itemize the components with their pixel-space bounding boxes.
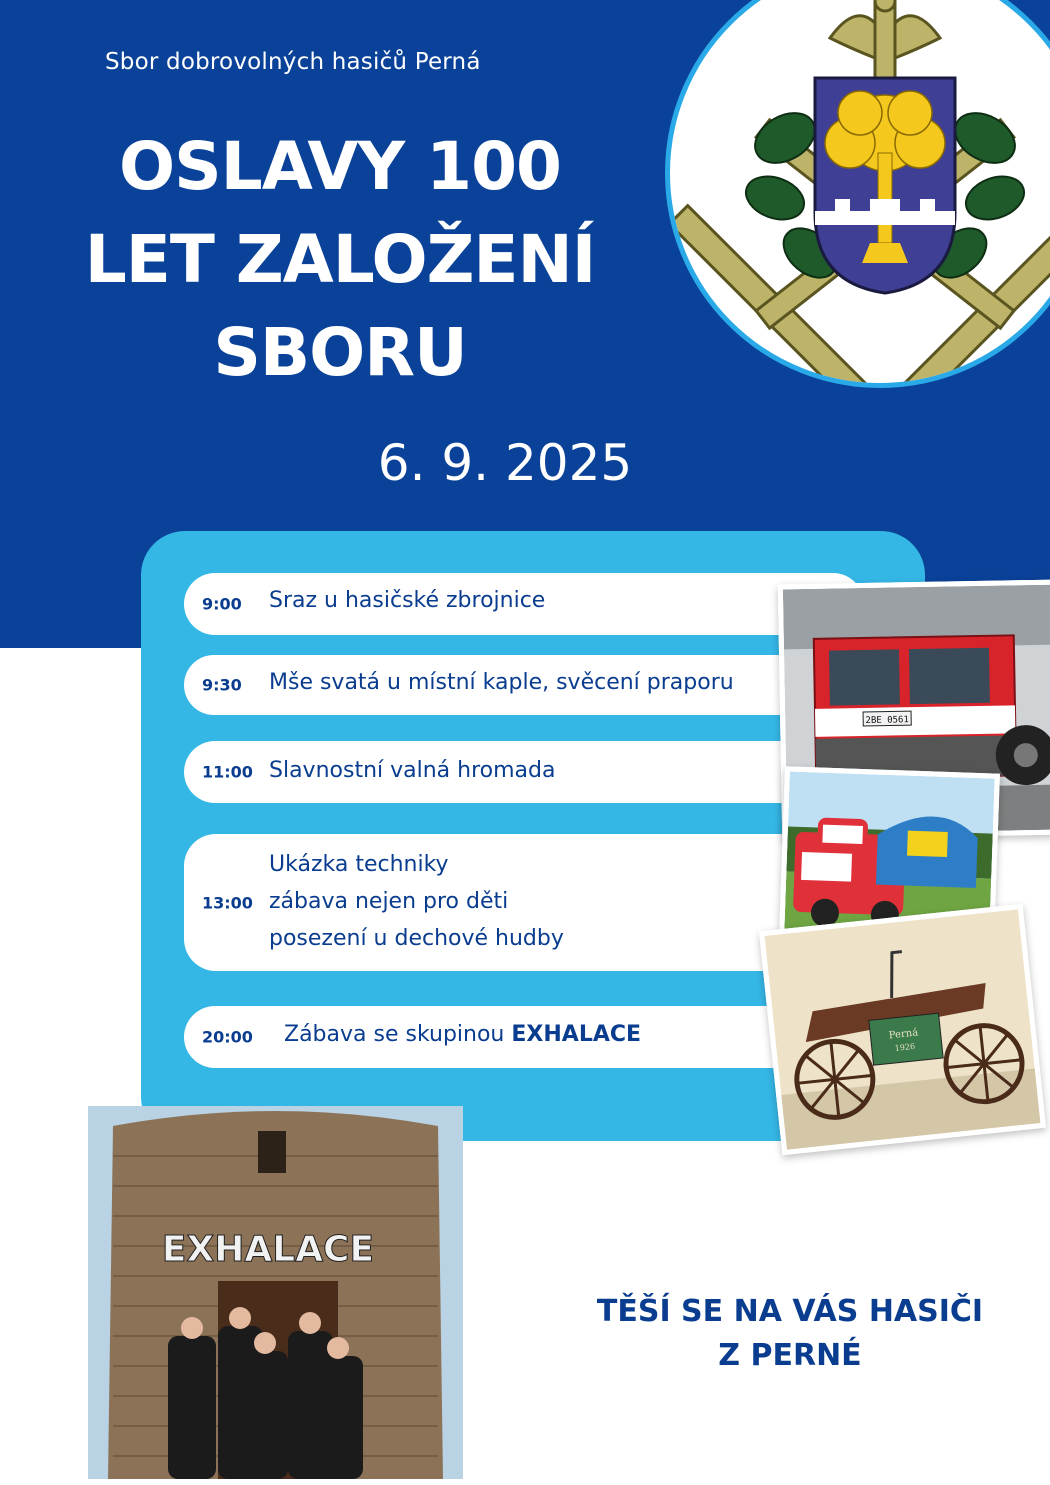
truck-plate: 2BE 0561 [865, 715, 909, 726]
band-logo-text: EXHALACE [161, 1229, 375, 1270]
program-item [184, 655, 864, 715]
program-time: 13:00 [202, 893, 253, 912]
page-title [40, 120, 640, 399]
program-item [184, 741, 864, 803]
title-line-2: LET ZALOŽENÍ [84, 221, 596, 298]
program-time: 9:30 [202, 675, 242, 695]
cart-label: Perná [888, 1027, 919, 1042]
program-text: Slavnostní valná hromada [269, 758, 556, 783]
program-text: Sraz u hasičské zbrojnice [269, 588, 546, 613]
band-photo [88, 1106, 463, 1479]
band-name: EXHALACE [511, 1022, 642, 1047]
program-line: posezení u dechové hudby [269, 926, 564, 951]
event-date: 6. 9. 2025 [377, 434, 633, 492]
program-text: Mše svatá u místní kaple, svěcení praporu [269, 670, 734, 695]
program-text-prefix: Zábava se skupinou [284, 1022, 505, 1047]
program-item [184, 1006, 864, 1068]
historic-cart-photo [759, 904, 1046, 1155]
title-line-3: SBORU [213, 314, 467, 391]
program-item [184, 573, 864, 635]
closing-line-2: Z PERNÉ [718, 1338, 862, 1373]
program-line: Ukázka techniky [269, 852, 449, 877]
title-line-1: OSLAVY 100 [119, 128, 561, 205]
program-time: 20:00 [202, 1027, 253, 1047]
program-time: 11:00 [202, 762, 253, 782]
closing-message [560, 1290, 1020, 1378]
program-text [284, 1022, 641, 1047]
program-time: 9:00 [202, 594, 242, 614]
closing-line-1: TĚŠÍ SE NA VÁS HASIČI [596, 1294, 984, 1329]
organization-name: Sbor dobrovolných hasičů Perná [105, 49, 481, 75]
program-line: zábava nejen pro děti [269, 889, 509, 914]
cart-year: 1926 [894, 1041, 916, 1053]
